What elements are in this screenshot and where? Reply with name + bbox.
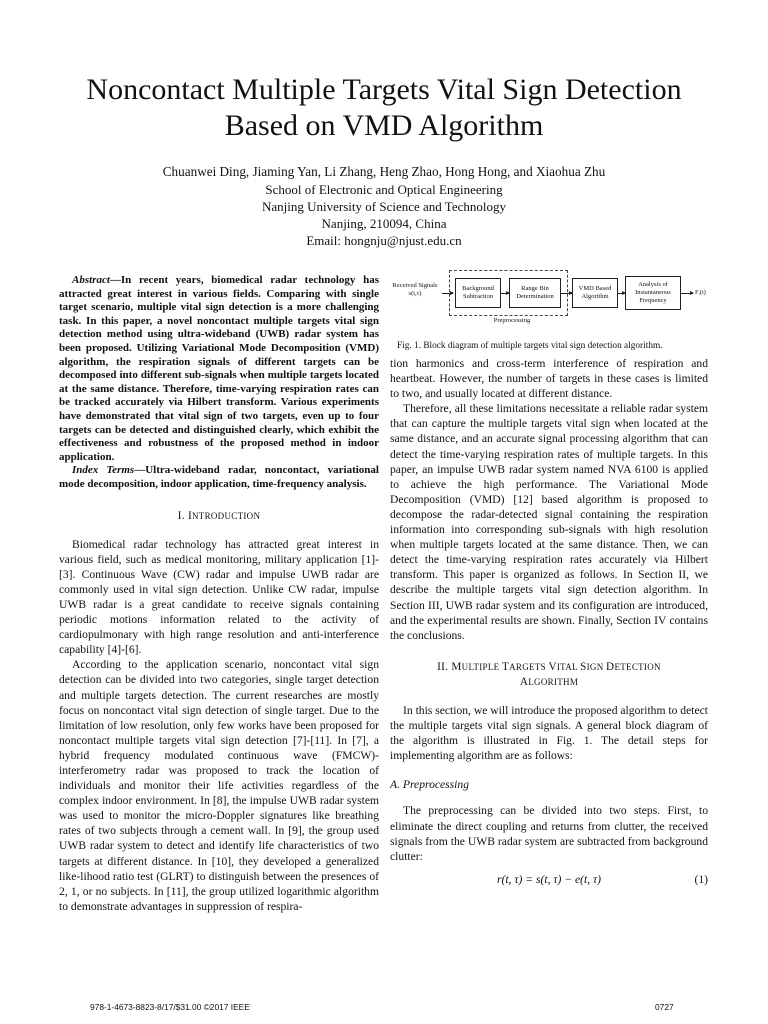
equation-1-body: r(t, τ) = s(t, τ) − e(t, τ) <box>496 872 602 886</box>
paper-title <box>40 72 728 144</box>
subsection-a-heading: A. Preprocessing <box>390 778 469 792</box>
index-terms <box>59 464 379 491</box>
fig-box-range-bin: Range Bin Determination <box>509 278 561 308</box>
fig-arrow <box>500 293 509 294</box>
author-names: Chuanwei Ding, Jiaming Yan, Li Zhang, Heng Zhao, Hong Hong, and Xiaohua Zhu <box>162 164 606 179</box>
fig-arrow <box>617 293 625 294</box>
intro-paragraph-4: Therefore, all these limitations necessitate a reliable radar system that can capture the multiple targets vital sign when located at the same distance, and an accurate signal processing algorithm that can detect the time-varying respiration rates of multiple targets. In this paper, an impulse UWB radar system named NVA 6100 is applied to achieve the high performance. The Variational Mode Decomposition (VMD) [12] based algorithm is proposed to decompose the radar-detected signal containing the respiration information into corresponding sub-signals with high resolution when multiple targets located at the same distance. Then, we can detect the time-varying respiration rates accurately via Hilbert transform. This paper is organized as follows. In Section II, we describe the multiple targets vital sign detection algorithm. In Section III, UWB radar system and its configuration are introduced, and the experimental results are shown. Finally, Section IV contains the conclusions. <box>390 402 708 642</box>
fig-box-vmd: VMD Based Algorithm <box>572 278 618 308</box>
section-2-paragraph-2: The preprocessing can be divided into two steps. First, to eliminate the direct coupling and returns from clutter, the received signals from the UWB radar system are subtracted from background clutter: <box>390 804 708 863</box>
footer-page-number: 0727 <box>655 1002 674 1012</box>
left-column <box>59 274 379 914</box>
abstract-label: Abstract <box>72 274 110 286</box>
equation-1-number: (1) <box>694 872 708 886</box>
fig-output-label: Fᵢ(t) <box>695 289 706 296</box>
footer-copyright: 978-1-4673-8823-8/17/$31.00 ©2017 IEEE <box>90 1002 250 1012</box>
index-terms-label: Index Terms <box>72 464 135 477</box>
fig-box-instantaneous-frequency: Analysis of Instantaneous Frequency <box>625 276 681 310</box>
abstract-text: —In recent years, biomedical radar technology has attracted great interest in various fields. Comparing with single target scenario, multiple vital sign detection is a more challenging task. In this paper, a novel noncontact multiple targets vital sign detection method using ultra-wideband (UWB) radar system has been proposed. Utilizing Variational Mode Decomposition (VMD) algorithm, the respiration signals of different targets can be decomposed into different sub-signals when multiple targets located at the same distance. Therefore, time-varying respiration rates can be tracked accurately via Hilbert transform. Various experiments have demonstrated that vital sign of two targets, even up to four targets can be detected and distinguished clearly, which exhibit the effectiveness and robustness of the proposed method in indoor application. <box>59 274 379 463</box>
intro-paragraph-2: According to the application scenario, noncontact vital sign detection can be divided into two categories, single target detection and multiple targets detection. The current researches are mostly focus on noncontact vital sign detection of single target. Due to the limitation of low resolution, only few works have been proposed for noncontact multiple targets vital sign detection [7]-[11]. In [7], a hybrid frequency modulated continuous wave (FMCW)-interferometry radar was proposed to track the location of individuals and monitor their life activities regardless of the complex indoor environment. In [8], the impulse UWB radar system was used to monitor the micro-Doppler signatures like breathing rates of two subjects through a cement wall. In [9], the group used UWB radar system to detect and identify life characteristics of two targets at different distance. In [10], they developed a generalized like-lihood ratio test (GLRT) to distinguish between the presences of 2, 1, or no subjects. In [11], the group utilized logarithmic algorithm to demonstrate advantages in suppression of respira- <box>59 658 379 913</box>
fig-arrow <box>560 293 572 294</box>
figure-1-caption: Fig. 1. Block diagram of multiple targets vital sign detection algorithm. <box>397 341 663 351</box>
index-terms-text: —Ultra-wideband radar, noncontact, variational mode decomposition, indoor application, time-frequency analysis. <box>59 464 379 490</box>
right-column <box>390 356 708 894</box>
fig-preprocessing-label: Preprocessing <box>493 317 531 324</box>
equation-1 <box>390 872 708 894</box>
title-line-2: Based on VMD Algorithm <box>224 109 544 142</box>
fig-box-background-subtraction: Background Subtraction <box>455 278 501 308</box>
section-1-heading: I. INTRODUCTION <box>177 509 261 522</box>
section-2-heading: II. MULTIPLE TARGETS VITAL SIGN DETECTION ALGORITHM <box>437 660 661 688</box>
fig-input-label: Received Signals s(t,τ) <box>392 282 438 297</box>
title-line-1: Noncontact Multiple Targets Vital Sign Detection <box>86 73 682 106</box>
author-email: Email: hongnju@njust.edu.cn <box>306 233 462 248</box>
affiliation-location: Nanjing, 210094, China <box>321 216 447 231</box>
intro-paragraph-1: Biomedical radar technology has attracted great interest in various field, such as medical monitoring, military application [1]-[3]. Continuous Wave (CW) radar and impulse UWB radar are commonly used in vital sign detection. Unlike CW radar, impulse UWB radar is a great candidate to receive signals containing periodic motions information related to the activity of cardiopulmonary with high range resolution and anti-interference capability [4]-[6]. <box>59 537 379 657</box>
section-2-paragraph-1: In this section, we will introduce the proposed algorithm to detect the multiple targets vital sign signals. A general block diagram of the algorithm is illustrated in Fig. 1. The detail steps for implementing algorithm are as follows: <box>390 703 708 763</box>
affiliation-university: Nanjing University of Science and Technology <box>262 199 506 214</box>
figure-1-block-diagram <box>387 268 717 328</box>
fig-arrow <box>680 293 693 294</box>
intro-paragraph-3: tion harmonics and cross-term interference of respiration and heartbeat. However, the number of targets in these cases is limited to two, and usually located at different distance. <box>390 357 708 401</box>
affiliation-school: School of Electronic and Optical Engineering <box>265 182 503 197</box>
author-block <box>40 163 728 249</box>
abstract <box>59 274 379 464</box>
